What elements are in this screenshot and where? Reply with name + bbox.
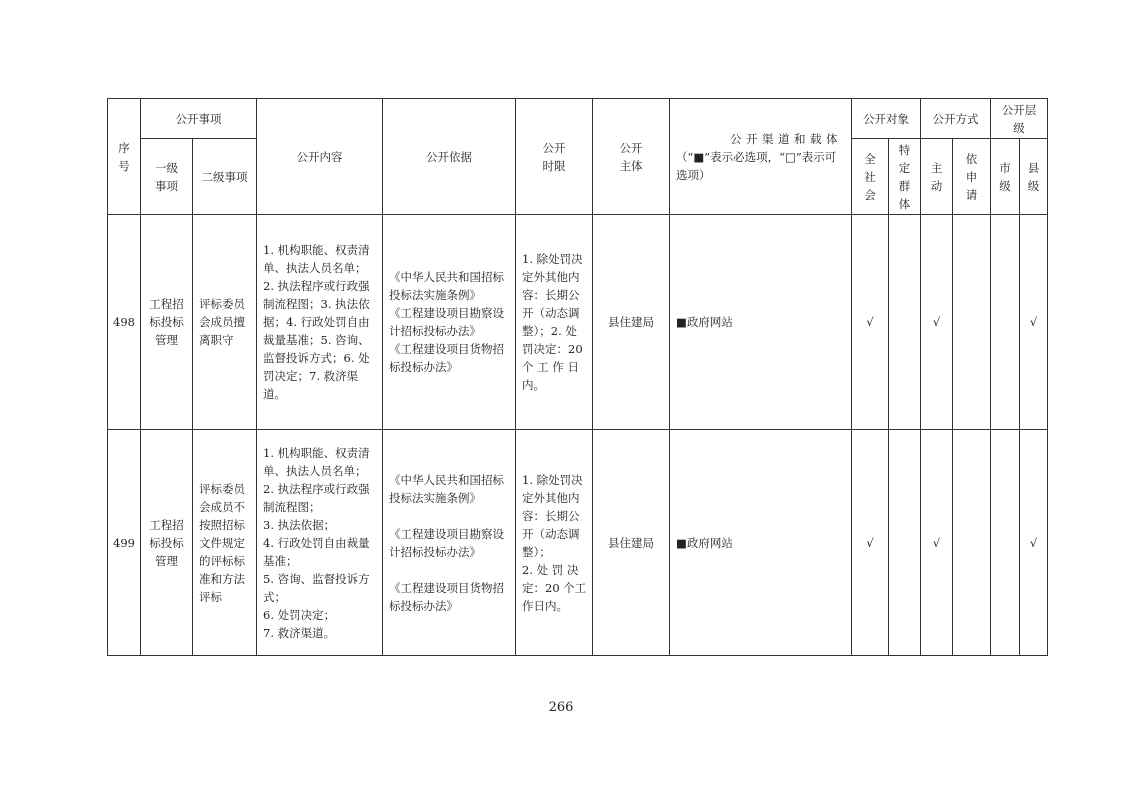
row-subject: 县住建局: [593, 430, 670, 656]
header-target-specific: 特定群体: [889, 139, 921, 215]
time-limit-line: 1. 除处罚决定外其他内容：长期公开（动态调整）；: [522, 472, 583, 559]
disclosure-table: [107, 98, 1048, 656]
basis-line: 《工程建设项目货物招标投标办法》: [389, 580, 504, 613]
header-channel: [670, 99, 852, 215]
row-subject: 县住建局: [593, 215, 670, 430]
row-time-limit: [516, 215, 593, 430]
row-level2: 评标委员会成员擅离职守: [193, 215, 257, 430]
header-basis: 公开依据: [383, 99, 516, 215]
content-line: 5. 咨询、监督投诉方式；: [263, 571, 370, 604]
row-channel: ■政府网站: [670, 430, 852, 656]
content-line: 1. 机构职能、权责清单、执法人员名单；: [263, 243, 370, 275]
time-limit-line: 2. 处 罚 决 定：20 个工作日内。: [522, 562, 587, 613]
table-row: [108, 430, 1048, 656]
row-method-active: √: [921, 430, 953, 656]
channel-note: （“■”表示必选项，“□”表示可选项）: [676, 149, 837, 182]
header-content: 公开内容: [257, 99, 383, 215]
header-level-city: 市级: [991, 139, 1020, 215]
row-target-specific: [889, 430, 921, 656]
table-row: [108, 215, 1048, 430]
row-time-limit: [516, 430, 593, 656]
row-method-request: [953, 430, 991, 656]
content-line: 1. 机构职能、权责清单、执法人员名单；: [263, 445, 370, 478]
header-subject: 公开主体: [593, 99, 670, 215]
row-basis: [383, 215, 516, 430]
row-method-request: [953, 215, 991, 430]
content-line: 7. 救济渠道。: [263, 625, 336, 640]
channel-title: 公开渠道和载体: [730, 131, 842, 146]
row-content: [257, 430, 383, 656]
header-seq: 序号: [108, 99, 141, 215]
header-level1: 一级事项: [141, 139, 193, 215]
basis-line: 《中华人民共和国招标投标法实施条例》: [389, 270, 504, 302]
row-level1: 工程招标投标管理: [141, 215, 193, 430]
header-method-group: 公开方式: [921, 99, 991, 139]
row-seq: 498: [108, 215, 141, 430]
header-item-group: 公开事项: [141, 99, 257, 139]
row-channel: ■政府网站: [670, 215, 852, 430]
row-target-all: √: [852, 215, 889, 430]
row-content: [257, 215, 383, 430]
row-level-city: [991, 215, 1020, 430]
table-header: [108, 99, 1048, 215]
header-target-all: 全社会: [852, 139, 889, 215]
row-seq: 499: [108, 430, 141, 656]
basis-line: 《工程建设项目勘察设计招标投标办法》: [389, 526, 504, 559]
row-target-specific: [889, 215, 921, 430]
row-level-county: √: [1020, 430, 1048, 656]
row-level1: 工程招标投标管理: [141, 430, 193, 656]
page-number: 266: [548, 700, 574, 715]
row-method-active: √: [921, 215, 953, 430]
content-line: 6. 处罚决定；: [263, 607, 336, 622]
header-time-limit: 公开时限: [516, 99, 593, 215]
basis-line: 《中华人民共和国招标投标法实施条例》: [389, 472, 504, 505]
header-level2: 二级事项: [193, 139, 257, 215]
content-line: 3. 执法依据；: [263, 517, 336, 532]
row-level2: 评标委员会成员不按照招标文件规定的评标标准和方法评标: [193, 430, 257, 656]
content-line: 2. 执法程序或行政强制流程图；3. 执法依据；4. 行政处罚自由裁量基准；5. 咨询、监督投诉方式；6. 处罚决定；7. 救济渠道。: [263, 279, 370, 401]
row-level-city: [991, 430, 1020, 656]
row-target-all: √: [852, 430, 889, 656]
row-basis: [383, 430, 516, 656]
content-line: 2. 执法程序或行政强制流程图；: [263, 481, 370, 514]
header-level-county: 县级: [1020, 139, 1048, 215]
header-level-group: 公开层级: [991, 99, 1048, 139]
row-level-county: √: [1020, 215, 1048, 430]
header-method-active: 主动: [921, 139, 953, 215]
time-limit-line: 1. 除处罚决定外其他内容：长期公开（动态调整）；2. 处罚决定：20 个 工 作 日内。: [522, 252, 583, 392]
header-target-group: 公开对象: [852, 99, 921, 139]
basis-line: 《工程建设项目勘察设计招标投标办法》: [389, 306, 504, 338]
header-method-request: 依申请: [953, 139, 991, 215]
content-line: 4. 行政处罚自由裁量基准；: [263, 535, 370, 568]
basis-line: 《工程建设项目货物招标投标办法》: [389, 342, 504, 374]
